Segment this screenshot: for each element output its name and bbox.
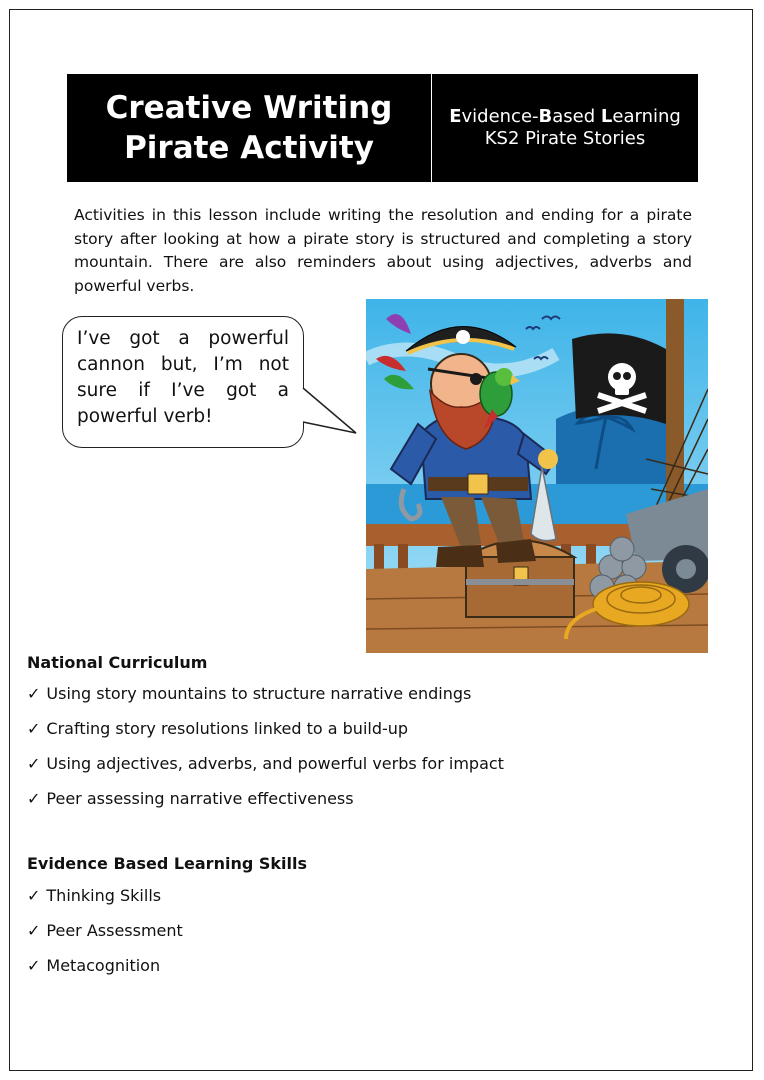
pirate-illustration bbox=[366, 299, 708, 653]
checkmark-icon: ✓ bbox=[27, 789, 41, 808]
skill-item bbox=[27, 956, 160, 975]
curriculum-item-text: Peer assessing narrative effectiveness bbox=[46, 789, 354, 808]
skill-item bbox=[27, 886, 161, 905]
national-curriculum-heading: National Curriculum bbox=[27, 653, 208, 672]
title-line-2: Pirate Activity bbox=[124, 130, 374, 166]
checkmark-icon: ✓ bbox=[27, 921, 41, 940]
curriculum-item bbox=[27, 754, 504, 773]
curriculum-item bbox=[27, 789, 354, 808]
brand-part-3: earning bbox=[612, 106, 681, 127]
brand-letter-e: E bbox=[449, 106, 462, 127]
speech-bubble-tail bbox=[296, 370, 360, 440]
speech-bubble: I’ve got a powerful cannon but, I’m not sure if I’ve got a powerful verb! bbox=[62, 316, 304, 448]
brand-part-2: ased bbox=[552, 106, 601, 127]
skill-item-text: Metacognition bbox=[46, 956, 161, 975]
skills-heading: Evidence Based Learning Skills bbox=[27, 854, 307, 873]
header-banner bbox=[67, 74, 698, 182]
intro-paragraph: Activities in this lesson include writing the resolution and ending for a pirate story after looking at how a pirate story is structured and completing a story mountain. There are also reminders about using adjectives, adverbs and powerful verbs. bbox=[74, 206, 692, 295]
curriculum-item bbox=[27, 719, 408, 738]
curriculum-item bbox=[27, 684, 471, 703]
title-line-1: Creative Writing bbox=[105, 90, 393, 126]
checkmark-icon: ✓ bbox=[27, 754, 41, 773]
brand-name bbox=[449, 106, 681, 128]
page-title bbox=[67, 74, 431, 182]
checkmark-icon: ✓ bbox=[27, 719, 41, 738]
skill-item-text: Peer Assessment bbox=[46, 921, 183, 940]
checkmark-icon: ✓ bbox=[27, 956, 41, 975]
brand-block bbox=[432, 74, 698, 182]
checkmark-icon: ✓ bbox=[27, 684, 41, 703]
brand-subtitle: KS2 Pirate Stories bbox=[484, 128, 646, 149]
curriculum-item-text: Using story mountains to structure narrative endings bbox=[46, 684, 472, 703]
brand-part-1: vidence- bbox=[461, 106, 539, 127]
skill-item-text: Thinking Skills bbox=[46, 886, 162, 905]
checkmark-icon: ✓ bbox=[27, 886, 41, 905]
brand-letter-l: L bbox=[600, 106, 613, 127]
curriculum-item-text: Using adjectives, adverbs, and powerful verbs for impact bbox=[46, 754, 504, 773]
curriculum-item-text: Crafting story resolutions linked to a build-up bbox=[46, 719, 409, 738]
skill-item bbox=[27, 921, 183, 940]
brand-letter-b: B bbox=[538, 106, 553, 127]
